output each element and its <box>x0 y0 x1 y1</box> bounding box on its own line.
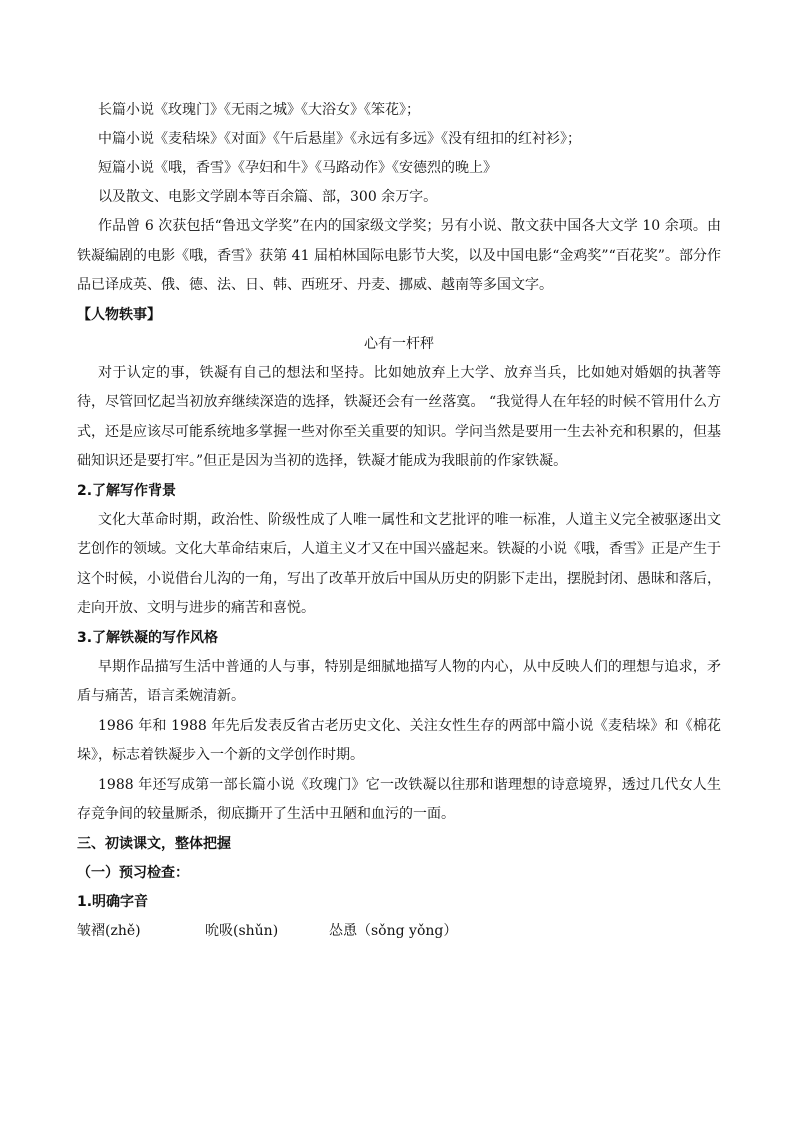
short-stories-line: 短篇小说《哦，香雪》《孕妇和牛》《马路动作》《安德烈的晚上》 <box>98 160 497 176</box>
pronunciation-heading: 1.明确字音 <box>77 893 149 910</box>
background-heading: 2.了解写作背景 <box>77 482 177 499</box>
style-paragraph-early: 早期作品描写生活中普通的人与事，特别是细腻地描写人物的内心，从中反映人们的理想与追求，矛盾与痛苦，语言柔婉清新。 <box>77 658 721 704</box>
awards-paragraph: 作品曾 6 次获包括“鲁迅文学奖”在内的国家级文学奖；另有小说、散文获中国各大文学 10 余项。由铁凝编剧的电影《哦，香雪》获第 41 届柏林国际电影节大奖，以及中国电影“金鸡奖”“百花奖”。部分作品已译成英、俄、德、法、日、韩、西班牙、丹麦、挪威、越南等多国文字。 <box>77 218 721 293</box>
style-heading: 3.了解铁凝的写作风格 <box>77 629 219 646</box>
document-page <box>77 96 721 946</box>
anecdote-title: 心有一杆秤 <box>364 335 434 352</box>
pinyin-item: 怂恿（sǒng yǒng） <box>329 922 458 939</box>
medium-novels-line: 中篇小说《麦秸垛》《对面》《午后悬崖》《永远有多远》《没有纽扣的红衬衫》； <box>98 131 581 147</box>
anecdote-heading: 【人物轶事】 <box>77 306 161 323</box>
anecdote-paragraph: 对于认定的事，铁凝有自己的想法和坚持。比如她放弃上大学、放弃当兵，比如她对婚姻的执著等待，尽管回忆起当初放弃继续深造的选择，铁凝还会有一丝落寞。 “我觉得人在年轻的时候不管用什么方式，还是应该尽可能系统地多掌握一些对你至关重要的知识。学问当然是要用一生去补充和积累的，但基础知识还是要打牢。”但正是因为当初的选择，铁凝才能成为我眼前的作家铁凝。 <box>77 364 721 469</box>
preview-check-heading: （一）预习检查： <box>77 864 189 881</box>
pinyin-item: 皱褶(zhě) <box>77 922 141 939</box>
section-three-heading: 三、初读课文，整体把握 <box>77 835 231 852</box>
style-paragraph-1986: 1986 年和 1988 年先后发表反省古老历史文化、关注女性生存的两部中篇小说《麦秸垛》和《棉花垛》，标志着铁凝步入一个新的文学创作时期。 <box>77 717 721 763</box>
long-novels-line: 长篇小说《玫瑰门》《无雨之城》《大浴女》《笨花》； <box>98 102 420 118</box>
other-works-line: 以及散文、电影文学剧本等百余篇、部，300 余万字。 <box>98 189 438 205</box>
style-paragraph-1988: 1988 年还写成第一部长篇小说《玫瑰门》它一改铁凝以往那和谐理想的诗意境界，透过几代女人生存竞争间的较量厮杀，彻底撕开了生活中丑陋和血污的一面。 <box>77 776 721 822</box>
pinyin-item: 吮吸(shǔn) <box>205 922 279 939</box>
background-paragraph: 文化大革命时期，政治性、阶级性成了人唯一属性和文艺批评的唯一标准，人道主义完全被驱逐出文艺创作的领域。文化大革命结束后，人道主义才又在中国兴盛起来。铁凝的小说《哦，香雪》正是产生于这个时候，小说借台儿沟的一角，写出了改革开放后中国从历史的阴影下走出，摆脱封闭、愚昧和落后，走向开放、文明与进步的痛苦和喜悦。 <box>77 511 721 616</box>
pinyin-list <box>77 917 721 946</box>
